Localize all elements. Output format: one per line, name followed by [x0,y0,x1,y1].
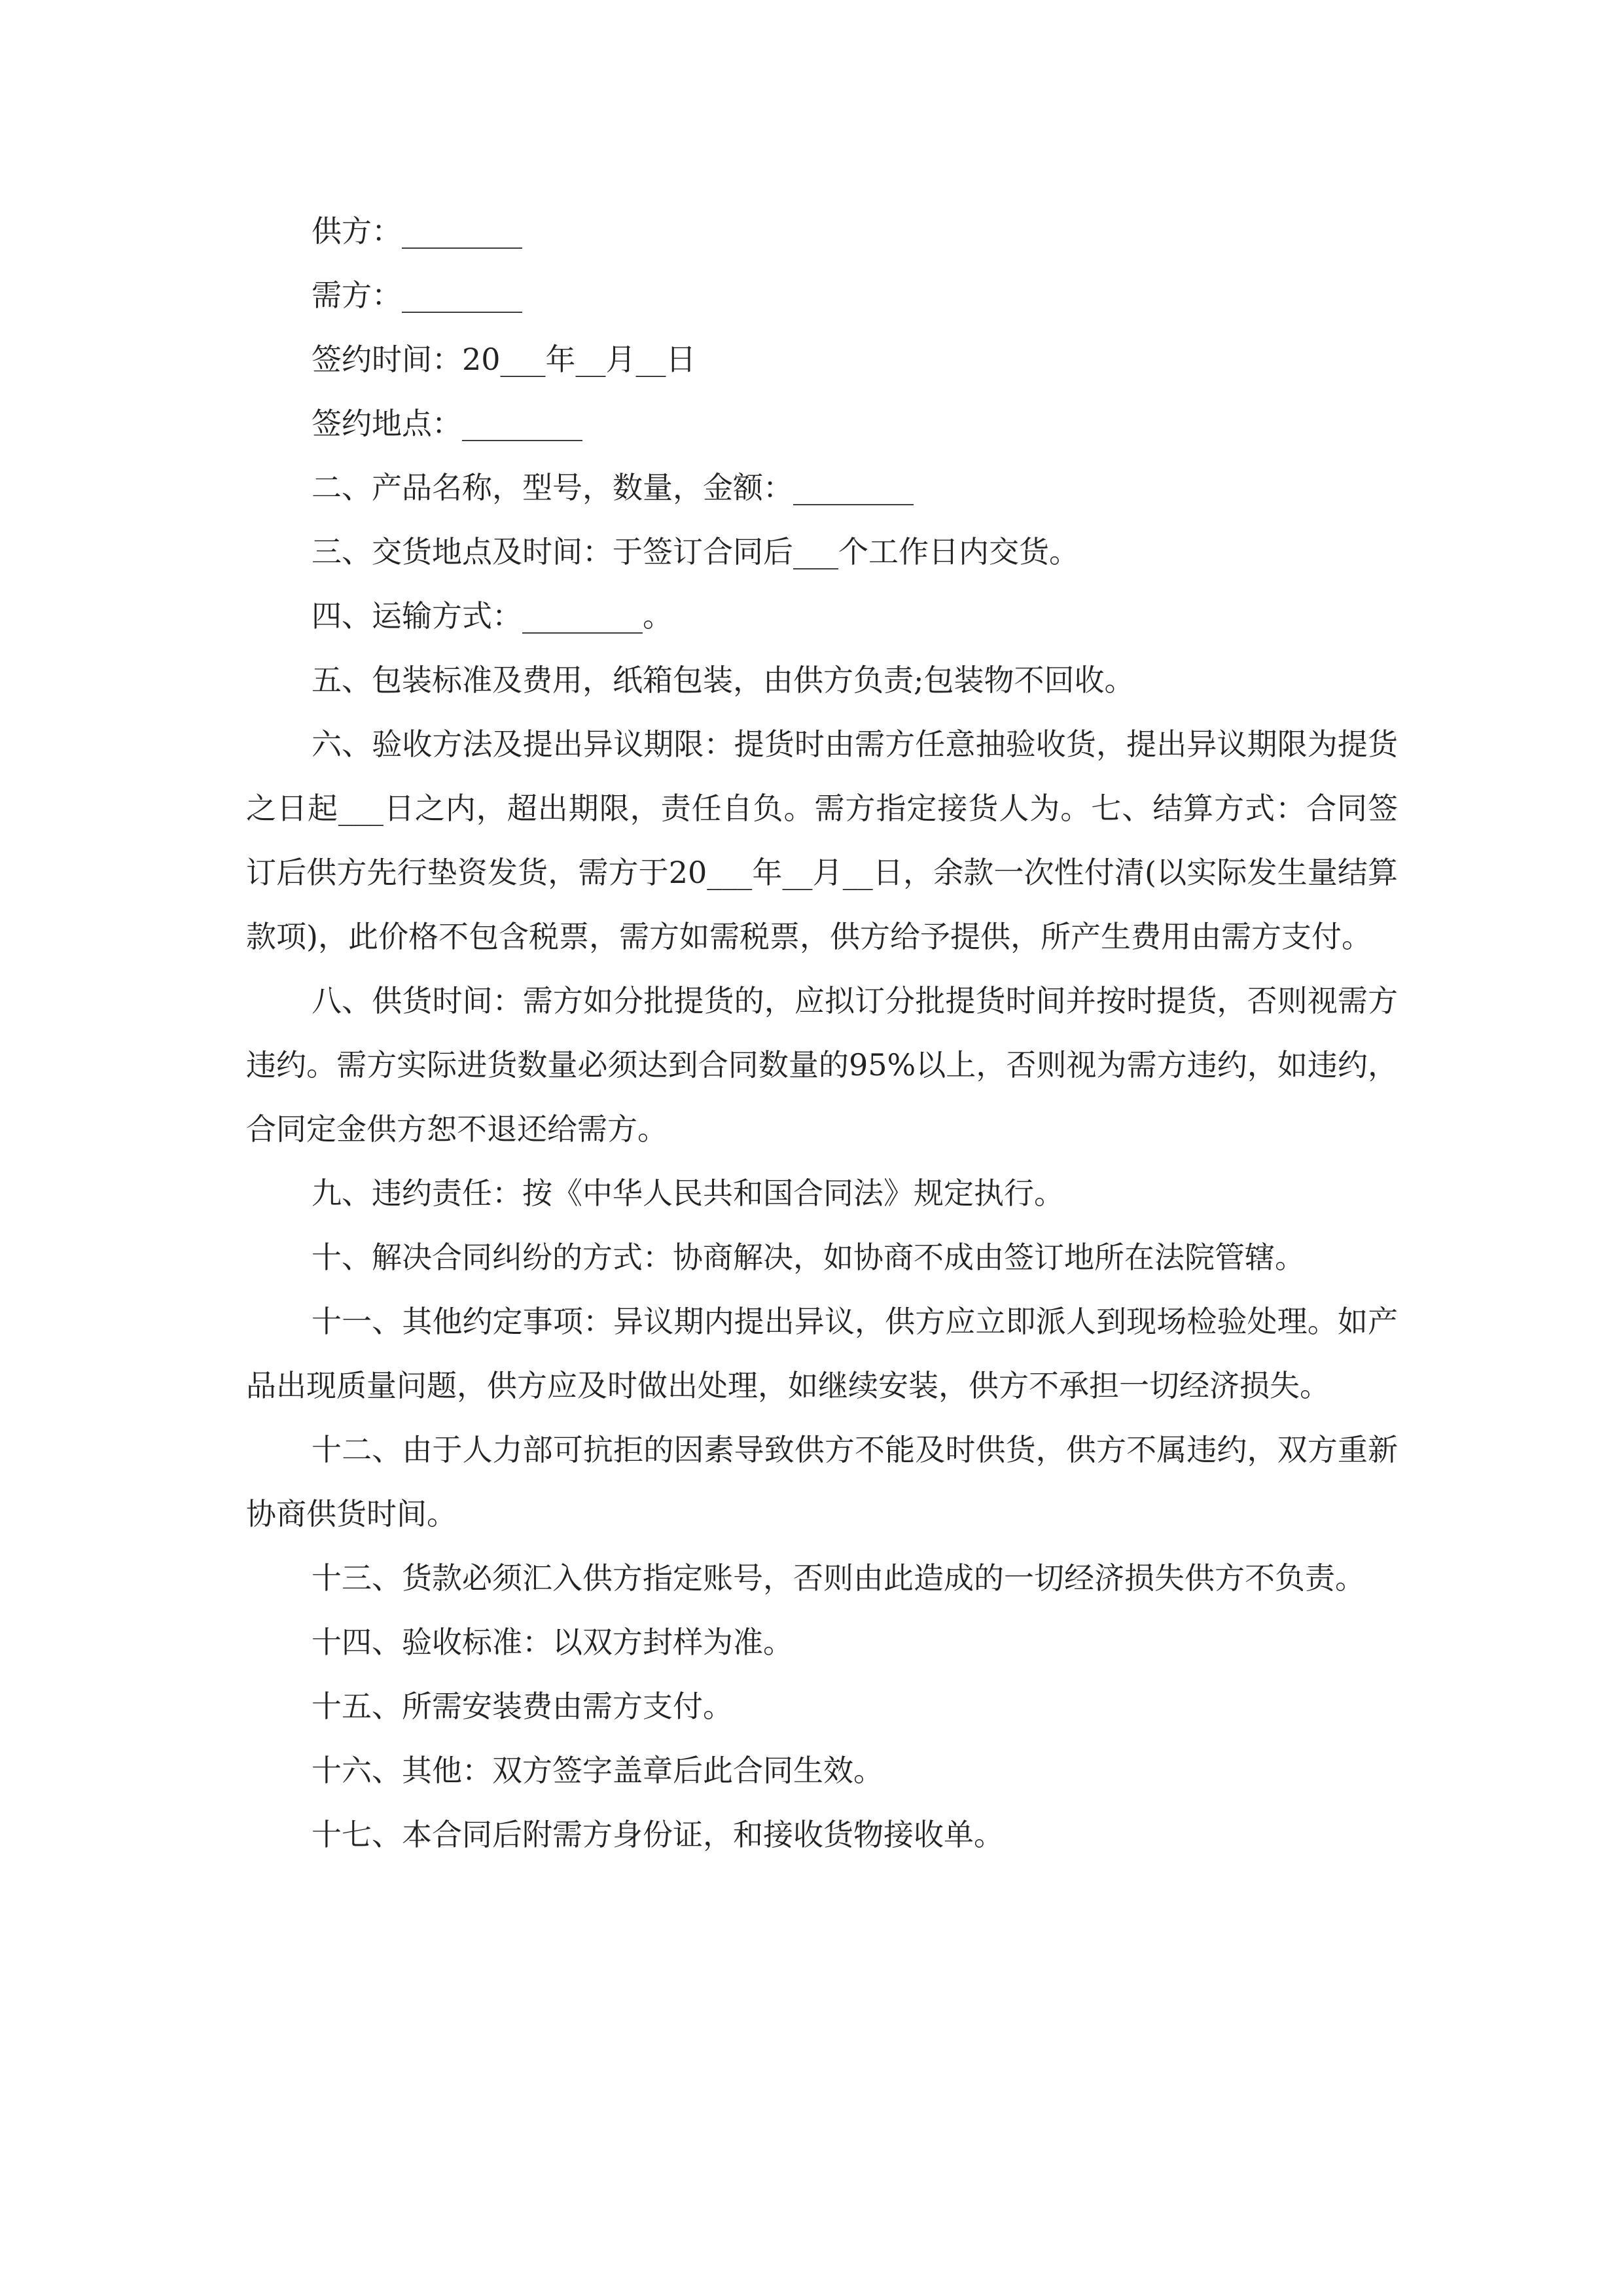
buyer-line: 需方：________ [312,278,522,313]
clause-8: 八、供货时间：需方如分批提货的，应拟订分批提货时间并按时提货，否则视需方违约。需方实际进货数量必须达到合同数量的95%以上，否则视为需方违约，如违约，合同定金供方恕不退还给需方。 [246,983,1398,1147]
clause-17: 十七、本合同后附需方身份证，和接收货物接收单。 [312,1817,1004,1852]
clause-4: 四、运输方式：________。 [312,598,673,634]
clause-16: 十六、其他：双方签字盖章后此合同生效。 [312,1753,883,1788]
clause-12: 十二、由于人力部可抗拒的因素导致供方不能及时供货，供方不属违约，双方重新协商供货时间。 [246,1432,1398,1532]
clause-14: 十四、验收标准：以双方封样为准。 [312,1624,793,1660]
clause-3: 三、交货地点及时间：于签订合同后___个工作日内交货。 [312,534,1079,569]
clause-10: 十、解决合同纠纷的方式：协商解决，如协商不成由签订地所在法院管辖。 [312,1240,1305,1275]
clause-6-7: 六、验收方法及提出异议期限：提货时由需方任意抽验收货，提出异议期限为提货之日起___日之内，超出期限，责任自负。需方指定接货人为。七、结算方式：合同签订后供方先行垫资发货，需方于20___年__月__日，余款一次性付清(以实际发生量结算款项)，此价格不包含税票，需方如需税票，供方给予提供，所产生费用由需方支付。 [246,726,1398,954]
clause-2: 二、产品名称，型号，数量，金额：________ [312,470,914,505]
clause-15: 十五、所需安装费由需方支付。 [312,1689,733,1724]
sign-date-line: 签约时间：20___年__月__日 [312,342,696,377]
contract-body [246,199,1398,1867]
clause-5: 五、包装标准及费用，纸箱包装，由供方负责;包装物不回收。 [312,662,1135,698]
supplier-line: 供方：________ [312,213,522,249]
sign-place-line: 签约地点：________ [312,406,582,441]
clause-13: 十三、货款必须汇入供方指定账号，否则由此造成的一切经济损失供方不负责。 [312,1560,1365,1596]
clause-11: 十一、其他约定事项：异议期内提出异议，供方应立即派人到现场检验处理。如产品出现质量问题，供方应及时做出处理，如继续安装，供方不承担一切经济损失。 [246,1304,1398,1403]
clause-9: 九、违约责任：按《中华人民共和国合同法》规定执行。 [312,1175,1064,1211]
